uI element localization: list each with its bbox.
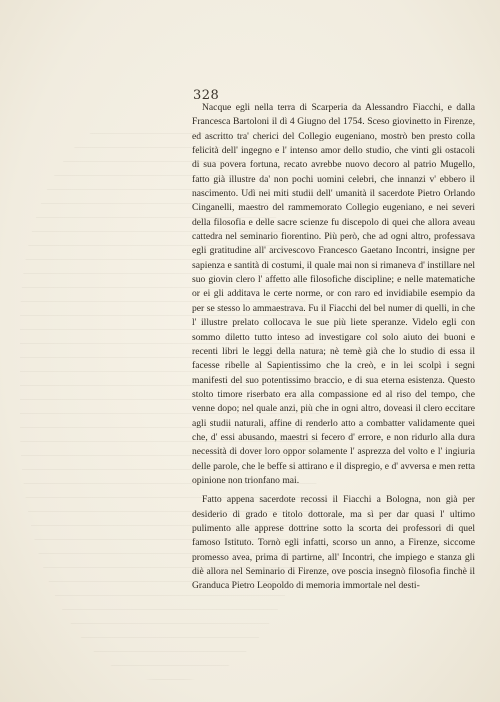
paragraph-1: Nacque egli nella terra di Scarperia da Alessandro Fiacchi, e dalla Francesca Bartoloni il dì 4 Giugno del 1754. Sceso giovinetto in Firenze, ed ascritto tra' cherici del Collegio eugeniano, mostrò ben presto colla felicità dell' ingegno e l' intenso amor dello studio, che vinti gli ostacoli di sua povera fortuna, recato avrebbe nuovo decoro al patrio Mugello, fatto già illustre da' non pochi uomini celebri, che innanzi v' ebbero il nascimento. Udì nei miti studii dell' umanità il sacerdote Pietro Orlando Cinganelli, maestro del rammemorato Collegio eugeniano, e nei severi della filosofia e delle sacre scienze fu discepolo di quei che allora aveau cattedra nel seminario fiorentino. Più però, che ad ogni altro, professava egli gratitudine all' arcivescovo Francesco Gaetano Incontri, insigne per sapienza e santità di costumi, il quale mai non si rimaneva d' instillare nel suo giovin clero l' affetto alle filosofiche discipline; e nelle matematiche or ei gli additava le certe norme, or con raro ed invidiabile esempio da per se stesso lo ammaestrava. Fu il Fiacchi del bel numer di quelli, in che l' illustre prelato collocava le sue più liete speranze. Videlo egli con sommo diletto tutto inteso ad investigare col solo aiuto dei buoni e recenti libri le leggi della natura; nè temè già che lo studio di essa il facesse ribelle al Sapientissimo che la creò, e in lei scolpì i segni manifesti del suo potentissimo braccio, e di sua eterna esistenza. Questo stolto timore riserbato era alla compassione ed al riso del tempo, che venne dopo; nel quale anzi, più che in ogni altro, doveasi il clero eccitare agli studii naturali, affine di renderlo atto a combatter validamente quei che, d' essi abusando, maestri si fecero d' errore, e non ridurlo alla dura necessità di dover loro oppor solamente l' asprezza del volto e l' ingiuria delle parole, che le beffe si attirano e il dispregio, e d' avversa e men retta opinione non trionfano mai.: [192, 102, 475, 486]
page-number: 328: [193, 88, 220, 103]
body-text: [192, 101, 475, 594]
paragraph-2: Fatto appena sacerdote recossi il Fiacchi a Bologna, non già per desiderio di grado e titolo dottorale, ma sì per dar quasi l' ultimo pulimento alle apprese dottrine sotto la scorta dei professori di quel famoso Istituto. Tornò egli infatti, scorso un anno, a Firenze, siccome promesso avea, prima di partirne, all' Incontri, che impiego e stanza gli diè allora nel Seminario di Firenze, ove poscia insegnò filosofia finchè il Granduca Pietro Leopoldo di memoria immortale nel desti-: [192, 494, 475, 592]
